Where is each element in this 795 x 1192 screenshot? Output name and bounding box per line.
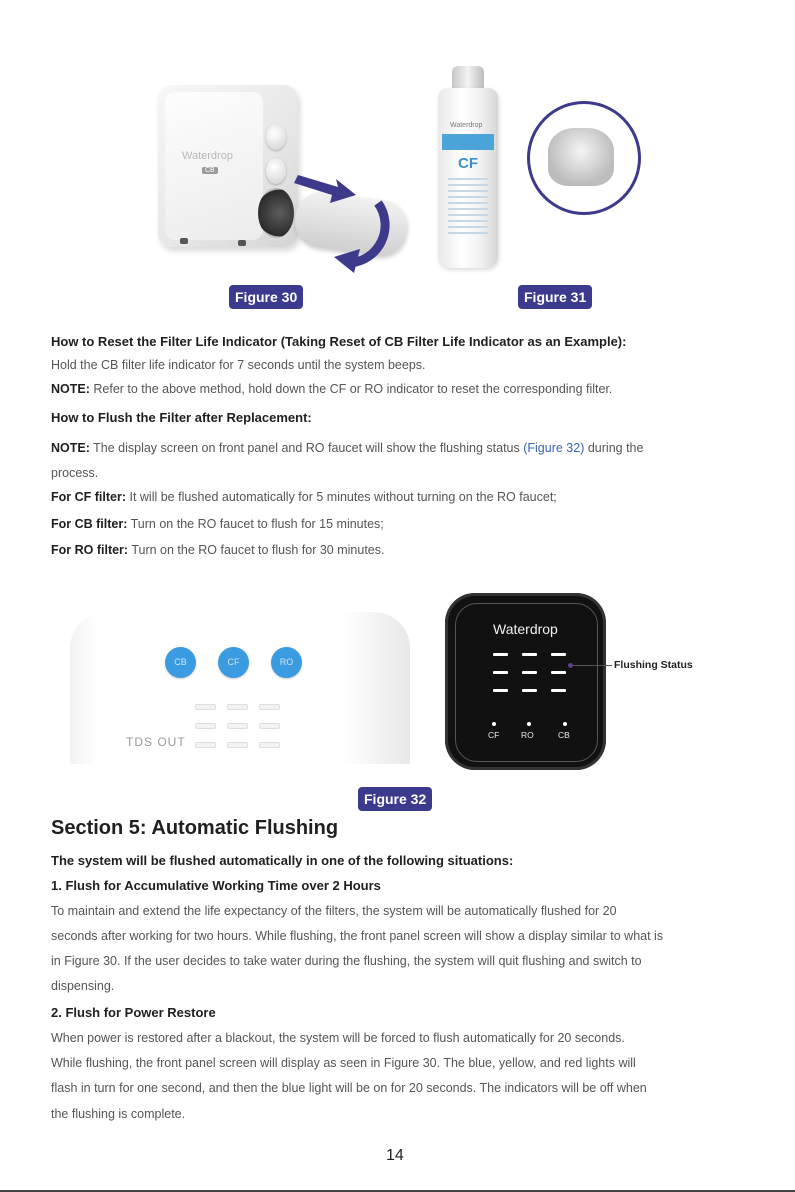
status-dash: [551, 689, 566, 692]
segment: [259, 742, 280, 748]
screen-label-cf: CF: [488, 730, 500, 740]
subheading-1: 1. Flush for Accumulative Working Time over 2 Hours: [51, 878, 381, 893]
status-dash: [493, 653, 508, 656]
segment: [227, 723, 248, 729]
screen-label-cb: CB: [558, 730, 570, 740]
unit-foot-right: [238, 240, 246, 246]
segment: [259, 704, 280, 710]
callout-line: [569, 665, 612, 666]
segment: [195, 704, 216, 710]
subheading-2: 2. Flush for Power Restore: [51, 1005, 216, 1020]
note-text-cont: during the: [584, 441, 644, 455]
callout-dot: [568, 663, 573, 668]
note-label: NOTE:: [51, 382, 90, 396]
flush-note-cont: process.: [51, 466, 99, 480]
segment: [195, 742, 216, 748]
screen-logo: Waterdrop: [493, 621, 558, 637]
paragraph-1-line: To maintain and extend the life expectancy of the filters, the system will be automatically flushed for 20: [51, 904, 617, 918]
flush-note: [51, 440, 643, 456]
tds-out-label: TDS OUT: [126, 735, 186, 749]
unit-badge: CB: [202, 167, 218, 174]
paragraph-2-line: While flushing, the front panel screen will display as seen in Figure 30. The blue, yellow, and red lights will: [51, 1056, 636, 1070]
ro-button: RO: [271, 647, 302, 678]
ro-instruction: [51, 542, 384, 558]
cf-filter-label-text: [448, 178, 488, 238]
segment: [195, 723, 216, 729]
cb-button: CB: [165, 647, 196, 678]
status-dash: [522, 653, 537, 656]
flush-heading: How to Flush the Filter after Replacement:: [51, 410, 312, 425]
reset-note: [51, 381, 612, 397]
figure-31-label: Figure 31: [518, 285, 592, 309]
release-knob-top: [266, 124, 286, 150]
cf-text: It will be flushed automatically for 5 minutes without turning on the RO faucet;: [126, 490, 557, 504]
reset-heading: How to Reset the Filter Life Indicator (Taking Reset of CB Filter Life Indicator as an Example):: [51, 334, 627, 349]
cf-instruction: [51, 489, 557, 505]
cf-label: For CF filter:: [51, 490, 126, 504]
cf-filter-logo: Waterdrop: [450, 122, 483, 129]
indicator-dot: [527, 722, 531, 726]
segment: [227, 742, 248, 748]
cf-button: CF: [218, 647, 249, 678]
cf-filter-band: [442, 134, 494, 150]
indicator-dot: [492, 722, 496, 726]
unit-logo: Waterdrop: [182, 150, 233, 162]
ro-label: For RO filter:: [51, 543, 129, 557]
paragraph-1-line: dispensing.: [51, 979, 115, 993]
section-title: Section 5: Automatic Flushing: [51, 817, 339, 839]
flushing-status-callout: Flushing Status: [614, 659, 693, 671]
indicator-dot: [563, 722, 567, 726]
status-dash: [551, 653, 566, 656]
segment: [259, 723, 280, 729]
figure-32-reference[interactable]: (Figure 32): [523, 441, 585, 455]
insert-rotate-arrows-icon: [290, 165, 420, 275]
figure-30-label: Figure 30: [229, 285, 303, 309]
section-intro: The system will be flushed automatically in one of the following situations:: [51, 853, 514, 868]
connector-detail: [548, 128, 614, 186]
reset-line: Hold the CB filter life indicator for 7 seconds until the system beeps.: [51, 358, 426, 372]
status-dash: [493, 671, 508, 674]
cb-instruction: [51, 516, 384, 532]
paragraph-1-line: seconds after working for two hours. While flushing, the front panel screen will show a display similar to what is: [51, 929, 664, 943]
note-text: The display screen on front panel and RO faucet will show the flushing status: [89, 441, 524, 455]
filter-socket: [258, 188, 294, 238]
unit-foot-left: [180, 238, 188, 244]
status-dash: [551, 671, 566, 674]
cb-label: For CB filter:: [51, 517, 128, 531]
filter-unit-face: [165, 92, 263, 240]
paragraph-2-line: flash in turn for one second, and then the blue light will be on for 20 seconds. The indicators will be off when: [51, 1081, 647, 1095]
page-number: 14: [386, 1147, 404, 1164]
paragraph-2-line: the flushing is complete.: [51, 1107, 186, 1121]
ro-text: Turn on the RO faucet to flush for 30 minutes.: [128, 543, 385, 557]
segment: [227, 704, 248, 710]
note-label: NOTE:: [51, 441, 90, 455]
cb-text: Turn on the RO faucet to flush for 15 minutes;: [127, 517, 384, 531]
cf-filter-title: CF: [458, 155, 478, 172]
paragraph-1-line: in Figure 30. If the user decides to take water during the flushing, the system will quit flushing and switch to: [51, 954, 642, 968]
status-dash: [522, 689, 537, 692]
screen-label-ro: RO: [521, 730, 534, 740]
status-dash: [493, 689, 508, 692]
figure-32-label: Figure 32: [358, 787, 432, 811]
paragraph-2-line: When power is restored after a blackout, the system will be forced to flush automatically for 20 seconds.: [51, 1031, 625, 1045]
release-knob-bottom: [266, 158, 286, 184]
status-dash: [522, 671, 537, 674]
note-text: Refer to the above method, hold down the CF or RO indicator to reset the corresponding filter.: [89, 382, 613, 396]
